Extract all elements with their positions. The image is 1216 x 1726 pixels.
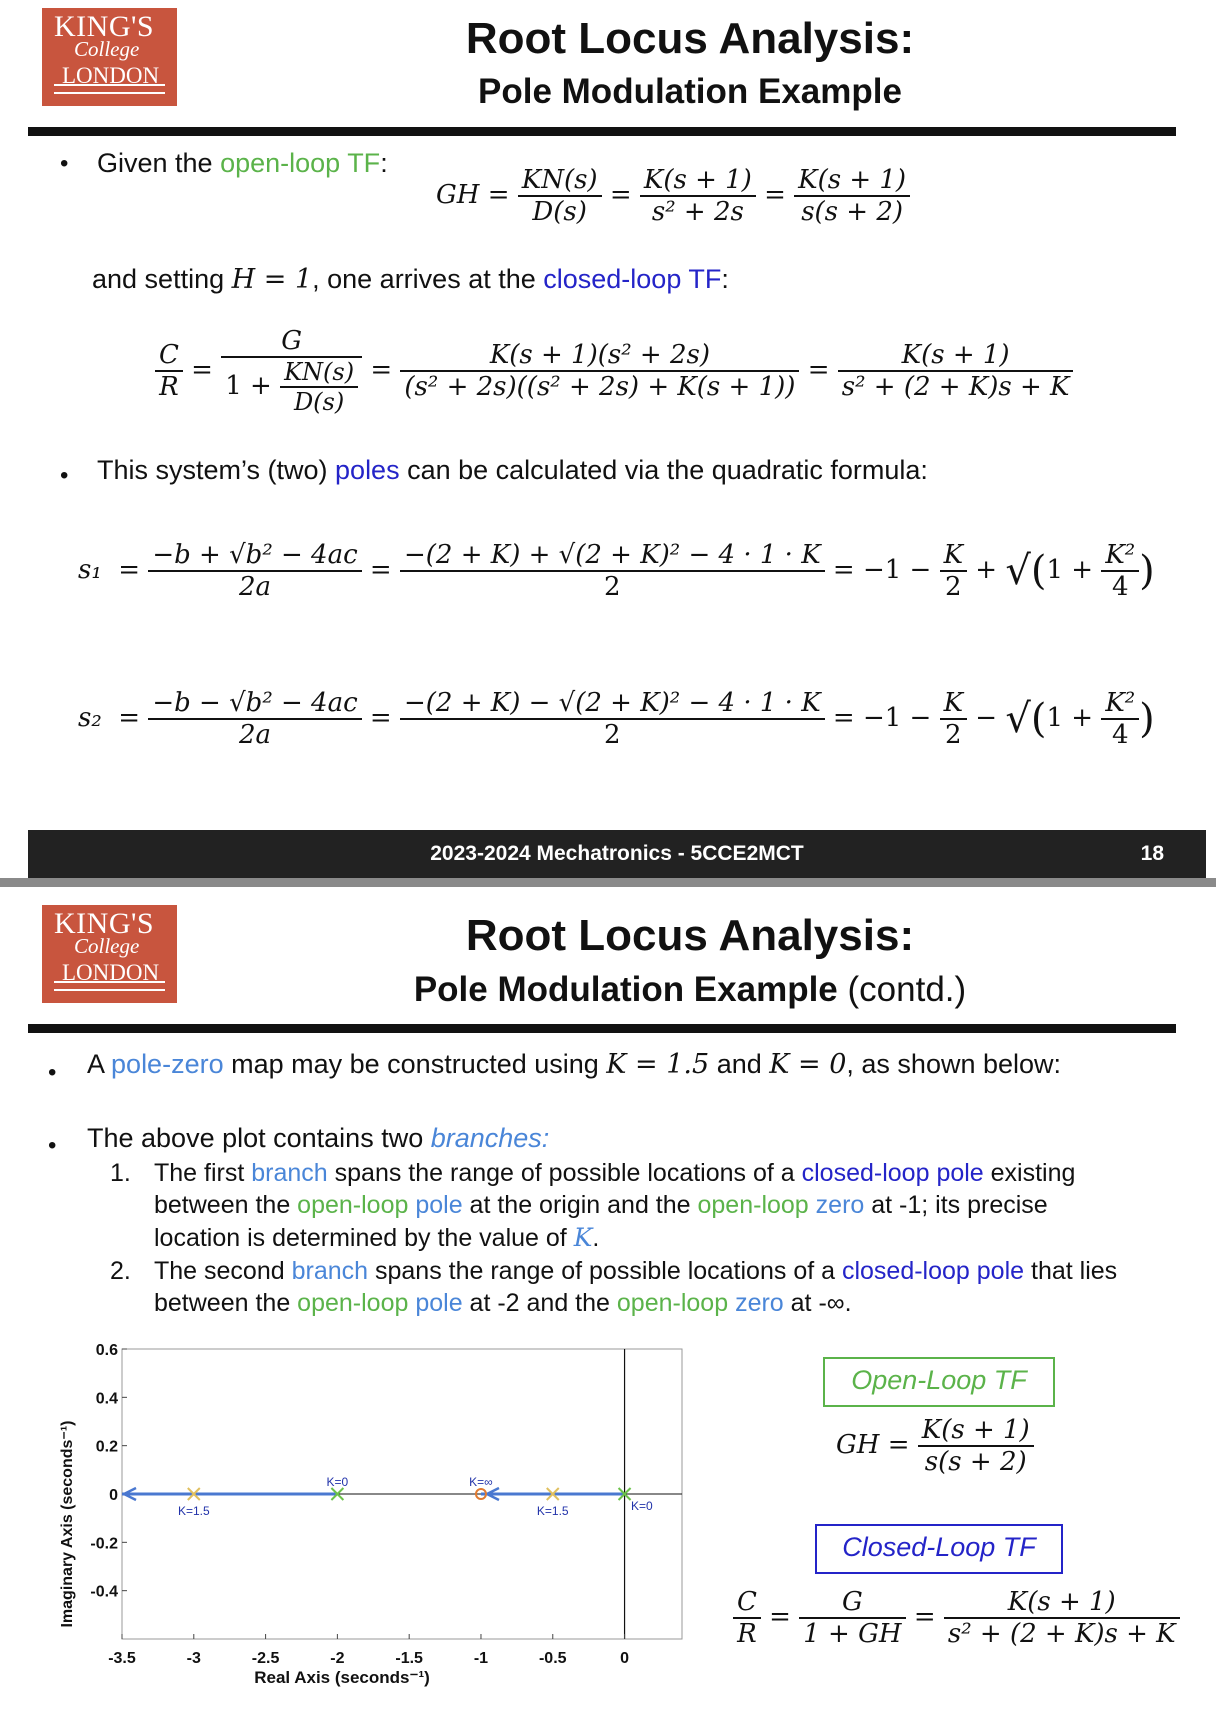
logo-kings: KING'S	[54, 907, 155, 940]
open-loop-tf-box: Open-Loop TF	[823, 1357, 1055, 1407]
y-tick-label: 0.4	[95, 1390, 118, 1408]
setting-h-text: and setting H = 1, one arrives at the closed-loop TF:	[92, 264, 729, 295]
k-annotation: K=0	[630, 1499, 653, 1514]
item2-line1: The second branch spans the range of possible locations of a closed-loop pole that lies	[154, 1257, 1118, 1285]
logo-london: LONDON	[62, 63, 160, 88]
item2-line2: between the open-loop pole at -2 and the open-loop zero at -∞.	[154, 1289, 852, 1317]
root-locus-chart	[50, 1327, 750, 1692]
logo-kings: KING'S	[54, 10, 155, 43]
closed-loop-tf-equation: $\frac{C}{R}$ = $\frac{G}{1 + GH}$ = $\frac{K(s + 1)}{\text{s² + (2 + K)s + K}}$	[733, 1587, 1180, 1649]
x-tick-label: -3.5	[108, 1650, 136, 1667]
s1-equation: s₁ = $\frac{\text{−b + √b² − 4ac}}{2a}$ = $\frac{\text{−(2 + K) + √(2 + K)² − 4 · 1 · K}}{2}$ = −1 − $\frac{K}{2}$ + √(1 + $\frac{\text{K²}}{4}$ )	[78, 540, 1155, 602]
open-loop-tf-equation: GH = $\frac{K(s + 1)}{s(s + 2)}$	[836, 1415, 1034, 1477]
item1-line3: location is determined by the value of K.	[154, 1223, 600, 1252]
k-annotation: K=∞	[469, 1474, 493, 1489]
logo-college: College	[74, 934, 140, 958]
x-tick-label: 0	[620, 1650, 630, 1667]
logo-divider-2	[54, 92, 165, 94]
x-axis-label: Real Axis (seconds⁻¹)	[254, 1668, 430, 1687]
x-tick-label: -0.5	[538, 1650, 567, 1667]
item1-line2: between the open-loop pole at the origin and the open-loop zero at -1; its precise	[154, 1191, 1048, 1219]
title-rule	[28, 127, 1176, 136]
logo-college: College	[74, 37, 140, 61]
bullet-poles-text: This system’s (two) poles can be calculated via the quadratic formula:	[97, 455, 928, 485]
gh-equation: GH = $\frac{KN(s)}{D(s)}$ = $\frac{K(s + 1)}{\text{s² + 2s}}$ = $\frac{K(s + 1)}{s(s + 2)}$	[436, 165, 910, 227]
bullet-pole-zero-text: A pole-zero map may be constructed using K = 1.5 and K = 0, as shown below:	[87, 1049, 1062, 1080]
slide-subtitle: Pole Modulation Example	[478, 72, 902, 111]
slide-2	[0, 887, 1216, 1726]
x-tick-label: -2.5	[251, 1650, 280, 1667]
list-number-2: 2.	[110, 1257, 131, 1285]
x-tick-label: -1.5	[395, 1650, 423, 1667]
y-tick-label: 0.2	[95, 1438, 118, 1456]
slide-title: Root Locus Analysis:	[465, 911, 915, 960]
kings-college-logo	[42, 8, 177, 106]
list-number-1: 1.	[110, 1159, 131, 1187]
footer-course-text: 2023-2024 Mechatronics - 5CCE2MCT	[430, 842, 804, 865]
logo-divider-2	[54, 989, 165, 991]
y-tick-label: 0.6	[95, 1342, 118, 1359]
slide-subtitle: Pole Modulation Example (contd.)	[413, 970, 967, 1009]
k-annotation: K=0	[326, 1474, 349, 1489]
y-axis-label: Imaginary Axis (seconds⁻¹)	[59, 1420, 76, 1628]
bullet-dot: •	[48, 1132, 57, 1159]
bullet-dot: •	[60, 150, 69, 177]
x-tick-label: -3	[186, 1650, 201, 1667]
k-annotation: K=1.5	[536, 1503, 569, 1518]
bullet-open-loop-text: Given the open-loop TF:	[97, 148, 388, 178]
chart-axes	[59, 1342, 682, 1687]
title-rule	[28, 1024, 1176, 1033]
x-tick-label: -2	[330, 1650, 345, 1667]
y-tick-label: -0.4	[90, 1583, 118, 1601]
closed-loop-tf-box: Closed-Loop TF	[815, 1524, 1063, 1574]
kings-college-logo	[42, 905, 177, 1003]
k-annotation: K=1.5	[177, 1503, 210, 1518]
closed-loop-equation: $\frac{C}{R}$ = G 1 + $\frac{KN(s)}{D(s)}$ = $\frac{\text{K(s + 1)(s² + 2s)}}{\text{(s² + 2s)((s² + 2s) + K(s + 1))}}$ = $\frac{K(s + 1)}{\text{s² + (2 + K)s + K}}$	[155, 326, 1073, 416]
bullet-dot: •	[48, 1059, 57, 1086]
slide-footer	[28, 830, 1206, 878]
item1-line1: The first branch spans the range of possible locations of a closed-loop pole existing	[154, 1159, 1076, 1187]
closed-loop-tf-term: closed-loop TF	[543, 264, 722, 294]
page-number: 18	[1140, 842, 1164, 865]
y-tick-label: -0.2	[90, 1535, 118, 1553]
y-tick-label: 0	[109, 1487, 118, 1504]
bullet-branches-text: The above plot contains two branches:	[87, 1123, 550, 1153]
x-tick-label: -1	[473, 1650, 489, 1667]
poles-term: poles	[335, 455, 400, 485]
open-loop-tf-term: open-loop TF	[220, 148, 381, 178]
slide-title: Root Locus Analysis:	[465, 14, 915, 63]
s2-equation: s₂ = $\frac{\text{−b − √b² − 4ac}}{2a}$ = $\frac{\text{−(2 + K) − √(2 + K)² − 4 · 1 · K}}{2}$ = −1 − $\frac{K}{2}$ − √(1 + $\frac{\text{K²}}{4}$ )	[78, 688, 1155, 750]
bullet-dot: •	[60, 462, 69, 489]
slide-separator	[0, 878, 1216, 887]
logo-london: LONDON	[62, 960, 160, 985]
